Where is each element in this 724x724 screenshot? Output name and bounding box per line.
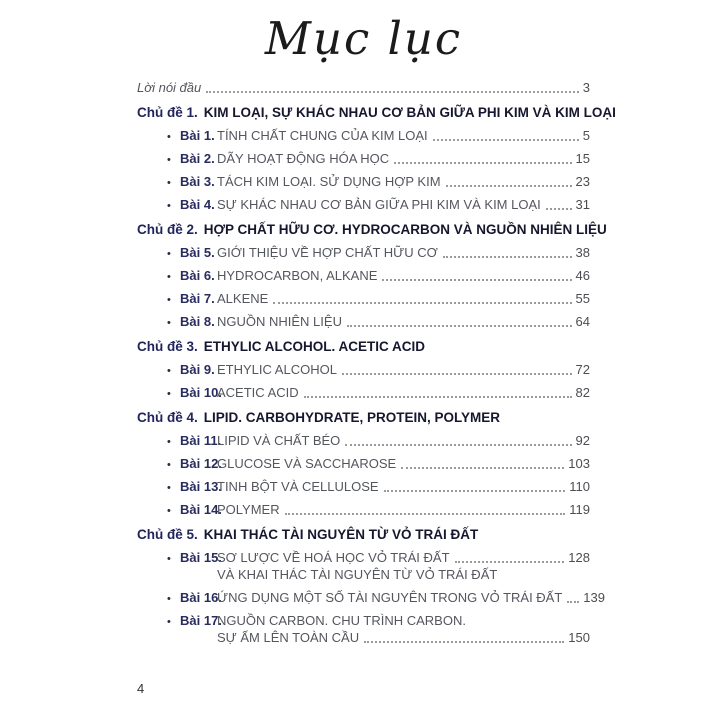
- lesson-title: DÃY HOẠT ĐỘNG HÓA HỌC: [217, 151, 390, 167]
- dot-leader: [382, 279, 571, 281]
- page-number: 72: [575, 362, 590, 378]
- toc-item: [137, 426, 590, 449]
- dot-leader: [384, 490, 566, 492]
- lesson-label: Bài 8.: [180, 314, 215, 330]
- lesson-title: ACETIC ACID: [217, 385, 299, 401]
- lesson-label: Bài 17.: [180, 613, 222, 629]
- table-of-contents: [137, 70, 616, 646]
- chapter-title: HỢP CHẤT HỮU CƠ. HYDROCARBON VÀ NGUỒN NHIÊN LIỆU: [203, 222, 607, 238]
- lesson-title: ETHYLIC ALCOHOL: [217, 362, 337, 378]
- lesson-title: TINH BỘT VÀ CELLULOSE: [217, 479, 379, 495]
- page-number: 139: [583, 590, 605, 606]
- dot-leader: [546, 208, 572, 210]
- lesson-label: Bài 11.: [180, 433, 222, 449]
- lesson-label: Bài 7.: [180, 291, 215, 307]
- page-number: 31: [575, 197, 590, 213]
- dot-leader: [567, 601, 579, 603]
- lesson-label: Bài 14.: [180, 502, 222, 518]
- toc-item: [137, 543, 590, 566]
- bullet-icon: •: [167, 176, 171, 189]
- page-number: 55: [575, 291, 590, 307]
- page-number: 119: [569, 502, 590, 518]
- lesson-label: Bài 16.: [180, 590, 222, 606]
- lesson-label: Bài 2.: [180, 151, 215, 167]
- lesson-title: GIỚI THIỆU VỀ HỢP CHẤT HỮU CƠ: [217, 245, 438, 261]
- dot-leader: [443, 256, 572, 258]
- bullet-icon: •: [167, 552, 171, 565]
- toc-item: [137, 261, 590, 284]
- dot-leader: [364, 641, 564, 643]
- toc-item: [137, 606, 590, 629]
- toc-item: [137, 190, 590, 213]
- dot-leader: [285, 513, 566, 515]
- page-number: 128: [568, 550, 590, 566]
- page-number: 5: [582, 128, 590, 144]
- toc-section-heading: [137, 330, 590, 355]
- dot-leader: [342, 373, 572, 375]
- toc-item: [137, 238, 590, 261]
- lesson-label: Bài 15.: [180, 550, 222, 566]
- toc-item: [137, 121, 590, 144]
- chapter-title: KIM LOẠI, SỰ KHÁC NHAU CƠ BẢN GIỮA PHI KIM VÀ KIM LOẠI: [203, 105, 616, 121]
- dot-leader: [345, 444, 571, 446]
- chapter-title: LIPID. CARBOHYDRATE, PROTEIN, POLYMER: [203, 410, 501, 426]
- toc-item: [137, 583, 605, 606]
- toc-section-heading: [137, 518, 590, 543]
- page-number: 64: [575, 314, 590, 330]
- lesson-title: NGUỒN NHIÊN LIỆU: [217, 314, 342, 330]
- bullet-icon: •: [167, 592, 171, 605]
- dot-leader: [347, 325, 572, 327]
- lesson-title: ỨNG DỤNG MỘT SỐ TÀI NGUYÊN TRONG VỎ TRÁI ĐẤT: [217, 590, 563, 606]
- lesson-label: Bài 9.: [180, 362, 215, 378]
- toc-item-continuation: [137, 629, 590, 646]
- lesson-label: Bài 12.: [180, 456, 222, 472]
- lesson-title: TÍNH CHẤT CHUNG CỦA KIM LOẠI: [217, 128, 428, 144]
- dot-leader: [455, 561, 565, 563]
- chapter-label: Chủ đề 1.: [137, 105, 198, 121]
- chapter-label: Chủ đề 4.: [137, 410, 198, 426]
- page-number: 3: [582, 80, 590, 96]
- toc-item: [137, 449, 590, 472]
- page-number: 15: [575, 151, 590, 167]
- page-number: 82: [575, 385, 590, 401]
- preface-entry: [137, 70, 590, 96]
- toc-item: [137, 144, 590, 167]
- toc-item: [137, 355, 590, 378]
- chapter-title: ETHYLIC ALCOHOL. ACETIC ACID: [203, 339, 426, 355]
- lesson-label: Bài 10.: [180, 385, 222, 401]
- toc-item-continuation: [137, 566, 590, 583]
- dot-leader: [433, 139, 579, 141]
- lesson-label: Bài 5.: [180, 245, 215, 261]
- page-number: 23: [575, 174, 590, 190]
- chapter-title: KHAI THÁC TÀI NGUYÊN TỪ VỎ TRÁI ĐẤT: [203, 527, 479, 543]
- toc-section-heading: [137, 213, 607, 238]
- footer-page-number: 4: [137, 681, 145, 696]
- lesson-label: Bài 1.: [180, 128, 215, 144]
- page-title: Mục lục: [264, 12, 463, 65]
- lesson-title-line2: SỰ ẤM LÊN TOÀN CẦU: [217, 630, 360, 646]
- page-number: 150: [568, 630, 590, 646]
- lesson-title: SỰ KHÁC NHAU CƠ BẢN GIỮA PHI KIM VÀ KIM LOẠI: [217, 197, 541, 213]
- lesson-title: SƠ LƯỢC VỀ HOÁ HỌC VỎ TRÁI ĐẤT: [217, 550, 450, 566]
- chapter-label: Chủ đề 2.: [137, 222, 198, 238]
- bullet-icon: •: [167, 615, 171, 628]
- lesson-title: ALKENE: [217, 291, 269, 307]
- toc-item: [137, 307, 590, 330]
- bullet-icon: •: [167, 316, 171, 329]
- lesson-label: Bài 6.: [180, 268, 215, 284]
- lesson-label: Bài 3.: [180, 174, 215, 190]
- dot-leader: [401, 467, 564, 469]
- toc-section-heading: [137, 96, 616, 121]
- lesson-label: Bài 4.: [180, 197, 215, 213]
- lesson-title: GLUCOSE VÀ SACCHAROSE: [217, 456, 397, 472]
- lesson-title-line2: VÀ KHAI THÁC TÀI NGUYÊN TỪ VỎ TRÁI ĐẤT: [217, 567, 498, 583]
- lesson-label: Bài 13.: [180, 479, 222, 495]
- preface-label: Lời nói đầu: [137, 80, 202, 96]
- page-number: 92: [575, 433, 590, 449]
- dot-leader: [273, 302, 571, 304]
- bullet-icon: •: [167, 364, 171, 377]
- dot-leader: [206, 91, 579, 93]
- bullet-icon: •: [167, 293, 171, 306]
- lesson-title: TÁCH KIM LOẠI. SỬ DỤNG HỢP KIM: [217, 174, 441, 190]
- bullet-icon: •: [167, 199, 171, 212]
- bullet-icon: •: [167, 387, 171, 400]
- bullet-icon: •: [167, 270, 171, 283]
- bullet-icon: •: [167, 458, 171, 471]
- chapter-label: Chủ đề 5.: [137, 527, 198, 543]
- toc-item: [137, 167, 590, 190]
- lesson-title: LIPID VÀ CHẤT BÉO: [217, 433, 341, 449]
- lesson-title: HYDROCARBON, ALKANE: [217, 268, 378, 284]
- chapter-label: Chủ đề 3.: [137, 339, 198, 355]
- bullet-icon: •: [167, 504, 171, 517]
- lesson-title: POLYMER: [217, 502, 280, 518]
- dot-leader: [394, 162, 571, 164]
- page-number: 103: [568, 456, 590, 472]
- page-number: 38: [575, 245, 590, 261]
- page-number: 46: [575, 268, 590, 284]
- bullet-icon: •: [167, 130, 171, 143]
- bullet-icon: •: [167, 153, 171, 166]
- bullet-icon: •: [167, 247, 171, 260]
- toc-item: [137, 378, 590, 401]
- dot-leader: [446, 185, 572, 187]
- lesson-title: NGUỒN CARBON. CHU TRÌNH CARBON.: [217, 613, 466, 629]
- dot-leader: [304, 396, 572, 398]
- bullet-icon: •: [167, 435, 171, 448]
- toc-item: [137, 284, 590, 307]
- bullet-icon: •: [167, 481, 171, 494]
- toc-section-heading: [137, 401, 590, 426]
- toc-item: [137, 472, 590, 495]
- toc-item: [137, 495, 590, 518]
- page-number: 110: [569, 479, 590, 495]
